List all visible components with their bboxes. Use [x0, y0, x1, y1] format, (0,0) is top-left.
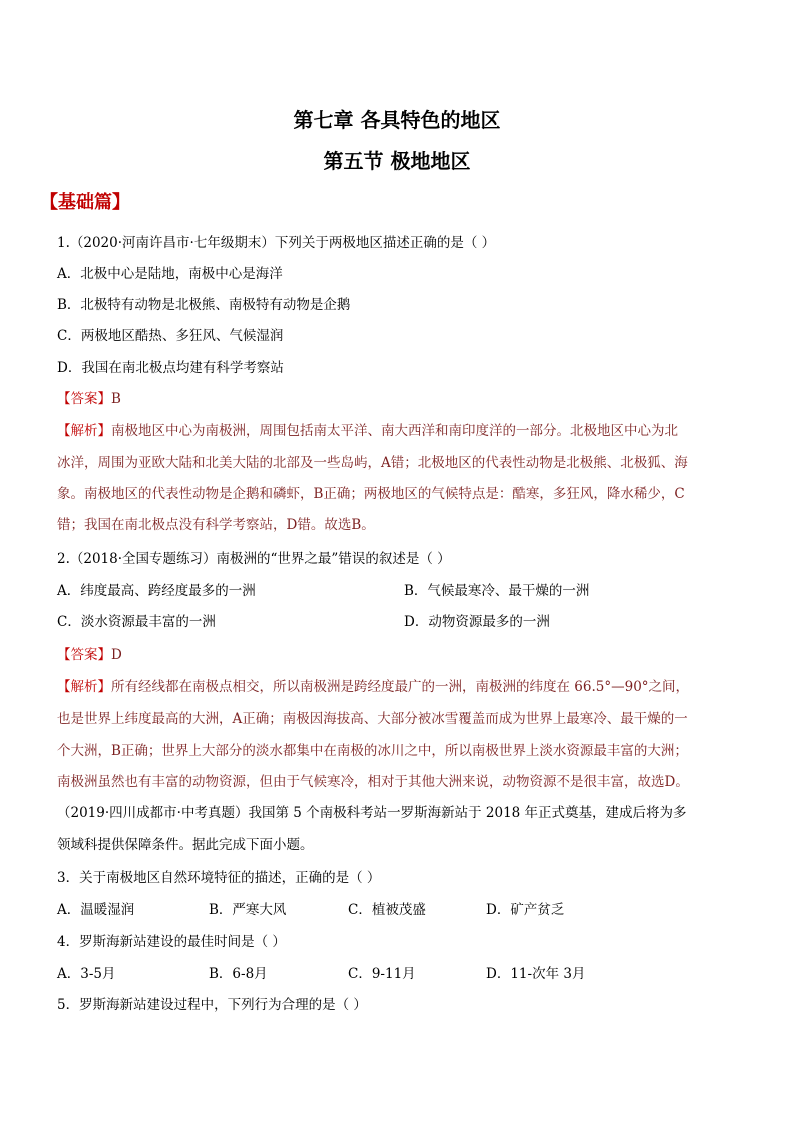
- q2-analysis-line: 南极洲虽然也有丰富的动物资源，但由于气候寒冷，相对于其他大洲来说，动物资源不是很丰富，故选D。: [57, 774, 689, 790]
- q1-answer: [57, 387, 121, 407]
- q2-options-row: [57, 579, 590, 599]
- q2-analysis-line: [57, 675, 689, 695]
- q2-analysis-line: 个大洲，B正确；世界上大部分的淡水都集中在南极的冰川之中，所以南极世界上淡水资源最丰富的大洲；: [57, 743, 688, 759]
- q2-answer: [57, 643, 122, 663]
- group-intro-line: 领域科提供保障条件。据此完成下面小题。: [57, 837, 314, 853]
- q2-option-b: B．气候最寒冷、最干燥的一洲: [404, 583, 590, 599]
- chapter-title: 第七章 各具特色的地区: [293, 108, 501, 132]
- q2-stem: 2.（2018·全国专题练习）南极洲的“世界之最”错误的叙述是（ ）: [57, 551, 451, 567]
- q1-option-c: C．两极地区酷热、多狂风、气候湿润: [57, 328, 284, 344]
- analysis-label: 【解析】: [57, 679, 111, 695]
- q3-option-c: C．植被茂盛: [348, 902, 426, 918]
- section-label: 【基础篇】: [40, 192, 130, 213]
- answer-label: 【答案】: [57, 391, 111, 407]
- q4-option-a: A．3-5月: [57, 966, 116, 982]
- q3-option-d: D．矿产贫乏: [486, 902, 565, 918]
- answer-label: 【答案】: [57, 647, 111, 663]
- group-intro-line: （2019·四川成都市·中考真题）我国第 5 个南极科考站一罗斯海新站于 2018 年正式奠基，建成后将为多: [57, 805, 687, 821]
- q3-option-a: A．温暖湿润: [57, 902, 135, 918]
- analysis-text: 南极地区中心为南极洲，周围包括南太平洋、南大西洋和南印度洋的一部分。北极地区中心为北: [111, 423, 678, 439]
- section-title: 第五节 极地地区: [323, 149, 471, 173]
- q1-option-b: B．北极特有动物是北极熊、南极特有动物是企鹅: [57, 297, 351, 313]
- q1-analysis-line: 错；我国在南北极点没有科学考察站，D错。故选B。: [57, 517, 375, 533]
- q4-option-b: B．6-8月: [209, 966, 268, 982]
- analysis-text: 所有经线都在南极点相交，所以南极洲是跨经度最广的一洲，南极洲的纬度在 66.5°—90°之间，: [111, 679, 690, 695]
- q1-analysis-line: [57, 419, 678, 439]
- q2-option-a: A．纬度最高、跨经度最多的一洲: [57, 583, 256, 599]
- q2-option-d: D．动物资源最多的一洲: [404, 614, 550, 630]
- q4-option-d: D．11-次年 3月: [486, 966, 586, 982]
- analysis-label: 【解析】: [57, 423, 111, 439]
- q4-option-c: C．9-11月: [348, 966, 416, 982]
- answer-value: D: [111, 647, 122, 663]
- q1-analysis-line: 象。南极地区的代表性动物是企鹅和磷虾，B正确；两极地区的气候特点是：酷寒，多狂风，降水稀少，C: [57, 486, 685, 502]
- q3-stem: 3．关于南极地区自然环境特征的描述，正确的是（ ）: [57, 870, 381, 886]
- q2-option-c: C．淡水资源最丰富的一洲: [57, 614, 216, 630]
- q3-option-b: B．严寒大风: [209, 902, 287, 918]
- q5-stem: 5．罗斯海新站建设过程中，下列行为合理的是（ ）: [57, 997, 367, 1013]
- q2-analysis-line: 也是世界上纬度最高的大洲，A正确；南极因海拔高、大部分被冰雪覆盖而成为世界上最寒冷、最干燥的一: [57, 711, 688, 727]
- q1-option-a: A．北极中心是陆地，南极中心是海洋: [57, 266, 283, 282]
- q2-options-row: [57, 610, 550, 630]
- q1-option-d: D．我国在南北极点均建有科学考察站: [57, 360, 284, 376]
- answer-value: B: [111, 391, 121, 407]
- q4-stem: 4．罗斯海新站建设的最佳时间是（ ）: [57, 934, 286, 950]
- q1-stem: 1.（2020·河南许昌市·七年级期末）下列关于两极地区描述正确的是（ ）: [57, 235, 496, 251]
- q1-analysis-line: 冰洋，周围为亚欧大陆和北美大陆的北部及一些岛屿，A错；北极地区的代表性动物是北极熊、北极狐、海: [57, 455, 688, 471]
